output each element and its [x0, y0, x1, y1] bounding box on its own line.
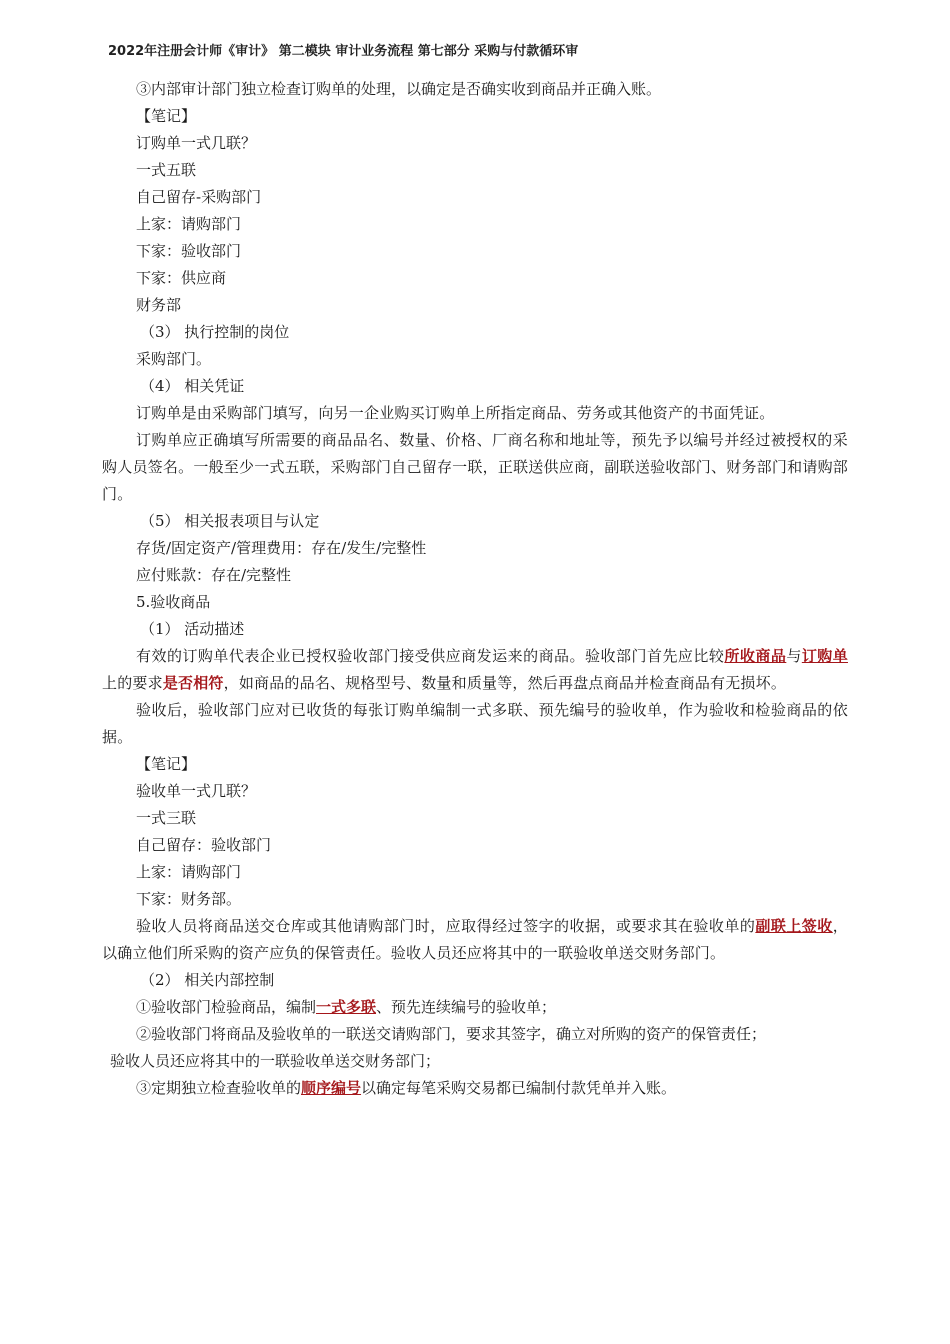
- text: 、预先连续编号的验收单；: [376, 998, 557, 1016]
- note-line: 验收单一式几联？: [136, 782, 257, 800]
- paragraph: 订购单应正确填写所需要的商品品名、数量、价格、厂商名称和地址等，预先予以编号并经过被授权的采购人员签名。一般至少一式五联，采购部门自己留存一联，正联送供应商，副联送验收部门、财务部门和请购部门。: [102, 431, 848, 503]
- section-heading: （5） 相关报表项目与认定: [140, 512, 320, 530]
- text: ，如商品的品名、规格型号、数量和质量等，然后再盘点商品并检查商品有无损坏。: [223, 674, 787, 692]
- note-line: 订购单一式几联？: [136, 134, 257, 152]
- section-heading: （1） 活动描述: [140, 620, 245, 638]
- section-heading: （3） 执行控制的岗位: [140, 323, 290, 341]
- note-line: 上家：请购部门: [136, 863, 242, 881]
- text: 有效的订购单代表企业已授权验收部门接受供应商发运来的商品。验收部门首先应比较: [136, 647, 725, 665]
- control-item-2-cont: 验收人员还应将其中的一联验收单送交财务部门；: [110, 1052, 441, 1070]
- body-line: 采购部门。: [136, 350, 212, 368]
- highlight-text: 是否相符: [162, 674, 224, 692]
- highlight-text: 订购单: [801, 647, 848, 665]
- note-line: 一式三联: [136, 809, 197, 827]
- text: 上的要求: [102, 674, 163, 692]
- highlight-text: 所收商品: [724, 647, 787, 665]
- note-line: 一式五联: [136, 161, 197, 179]
- control-item-1: [102, 994, 848, 1021]
- note-line: 自己留存-采购部门: [136, 188, 262, 206]
- note-line: 下家：验收部门: [136, 242, 242, 260]
- control-item-2: ②验收部门将商品及验收单的一联送交请购部门，要求其签字，确立对所购的资产的保管责任；: [136, 1025, 767, 1043]
- body-line: 存货/固定资产/管理费用：存在/发生/完整性: [136, 539, 427, 557]
- text: ，以确立他们所采购的资产应负的保管责任。验收人员还应将其中的一联验收单送交财务部门。: [102, 917, 848, 962]
- note-line: 下家：供应商: [136, 269, 227, 287]
- paragraph: 订购单是由采购部门填写，向另一企业购买订购单上所指定商品、劳务或其他资产的书面凭证。: [136, 404, 775, 422]
- header-title: 2022年注册会计师《审计》 第二模块 审计业务流程 第七部分 采购与付款循环审: [108, 44, 579, 59]
- section-heading: （2） 相关内部控制: [140, 971, 275, 989]
- note-line: 自己留存：验收部门: [136, 836, 272, 854]
- paragraph: [102, 643, 848, 697]
- paragraph: 验收后，验收部门应对已收货的每张订购单编制一式多联、预先编号的验收单，作为验收和检验商品的依据。: [102, 701, 848, 746]
- text: ①验收部门检验商品，编制: [136, 998, 317, 1016]
- section-title: 5.验收商品: [136, 593, 211, 611]
- highlight-text: 副联上签收: [755, 917, 833, 935]
- note-label: 【笔记】: [136, 755, 197, 773]
- highlight-text: 顺序编号: [301, 1079, 362, 1097]
- text: 验收人员将商品送交仓库或其他请购部门时，应取得经过签字的收据，或要求其在验收单的: [136, 917, 756, 935]
- text: 与: [786, 647, 802, 665]
- note-label: 【笔记】: [136, 107, 197, 125]
- page-header: [108, 36, 848, 59]
- body-line: 应付账款：存在/完整性: [136, 566, 292, 584]
- paragraph: [102, 913, 848, 967]
- text: ③定期独立检查验收单的: [136, 1079, 302, 1097]
- note-line: 下家：财务部。: [136, 890, 242, 908]
- control-item-3b: [102, 1075, 848, 1102]
- document-body: [102, 76, 848, 1102]
- highlight-text: 一式多联: [316, 998, 377, 1016]
- text: 以确定每笔采购交易都已编制付款凭单并入账。: [361, 1079, 677, 1097]
- note-line: 上家：请购部门: [136, 215, 242, 233]
- control-item-3: ③内部审计部门独立检查订购单的处理，以确定是否确实收到商品并正确入账。: [136, 80, 662, 98]
- note-line: 财务部: [136, 296, 182, 314]
- section-heading: （4） 相关凭证: [140, 377, 245, 395]
